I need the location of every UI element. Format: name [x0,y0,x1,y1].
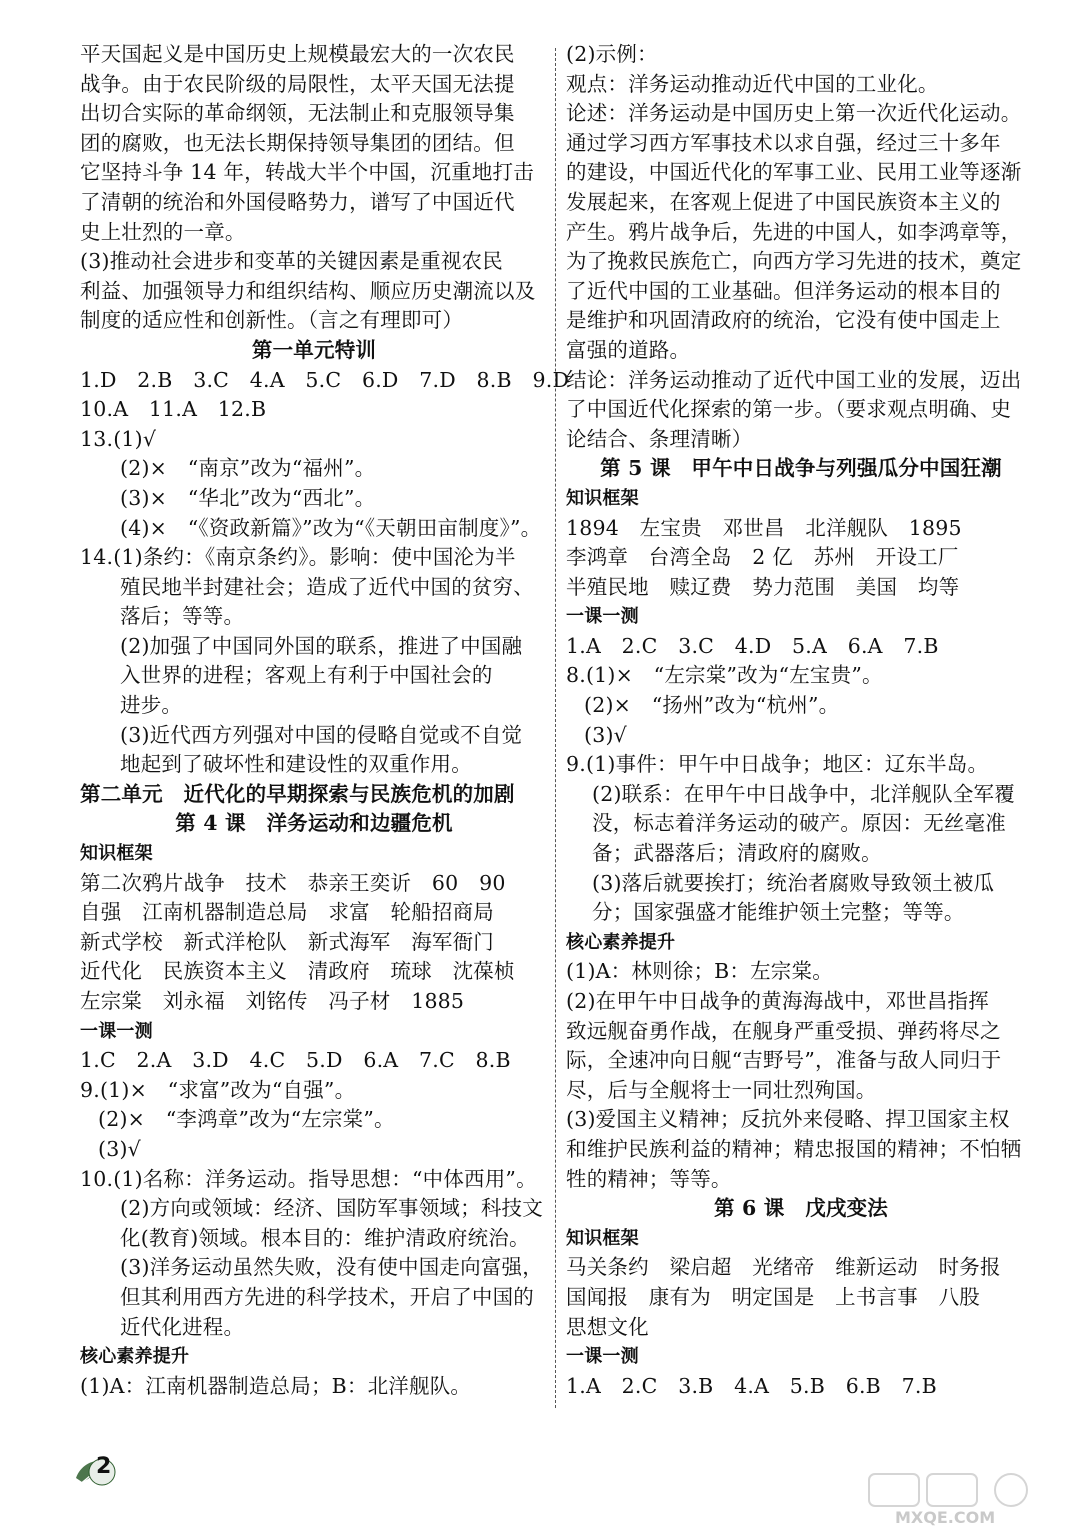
right-line: 9.(1)事件：甲午中日战争；地区：辽东半岛。 [566,752,989,777]
left-line: (2)方向或领域：经济、国防军事领域；科技文 [120,1196,543,1221]
right-line: 8.(1)× “左宗棠”改为“左宝贵”。 [566,663,883,688]
right-line: 思想文化 [566,1314,649,1339]
left-line: 一课一测 [80,1020,153,1042]
right-line: (3)落后就要挨打；统治者腐败导致领土被瓜 [592,870,995,895]
right-line: 结论：洋务运动推动了近代中国工业的发展，迈出 [566,367,1022,392]
left-line: (2)× “南京”改为“福州”。 [120,456,376,481]
left-line: 但其利用西方先进的科学技术，开启了中国的 [120,1284,534,1309]
page-number-badge [72,1448,116,1492]
left-line: 1.C 2.A 3.D 4.C 5.D 6.A 7.C 8.B [80,1048,511,1073]
left-line: 9.(1)× “求富”改为“自强”。 [80,1077,356,1102]
left-line: 出切合实际的革命纲领，无法制止和克服领导集 [80,101,515,126]
left-line: 地起到了破坏性和建设性的双重作用。 [120,752,472,777]
right-line: 是维护和巩固清政府的统治，它没有使中国走上 [566,308,1001,333]
right-line: 核心素养提升 [566,931,676,953]
right-line: 富强的道路。 [566,337,691,362]
left-line: 利益、加强领导力和组织结构、顺应历史潮流以及 [80,278,536,303]
right-line: 尽，后与全舰将士一同壮烈殉国。 [566,1077,877,1102]
right-line: (2)× “扬州”改为“杭州”。 [584,693,840,718]
watermark-text: MXQE.COM [895,1508,996,1527]
right-line: 通过学习西方军事技术以求自强，经过三十多年 [566,130,1001,155]
right-line: 马关条约 梁启超 光绪帝 维新运动 时务报 [566,1255,1001,1280]
left-line: 自强 江南机器制造总局 求富 轮船招商局 [80,900,494,925]
watermark-logo [865,1470,1045,1526]
left-line: 殖民地半封建社会；造成了近代中国的贫穷、 [120,574,534,599]
right-line: 分；国家强盛才能维护领土完整；等等。 [592,900,965,925]
right-line: (3)√ [584,722,627,747]
left-line: 近代化 民族资本主义 清政府 琉球 沈葆桢 [80,959,515,984]
right-line: 为了挽救民族危亡，向西方学习先进的技术，奠定 [566,249,1022,274]
right-line: 际，全速冲向日舰“吉野号”，准备与敌人同归于 [566,1048,1002,1073]
left-line: 第一单元特训 [251,337,377,362]
watermark-icon [865,1470,1045,1510]
left-line: 13.(1)√ [80,426,157,451]
left-line: 战争。由于农民阶级的局限性，太平天国无法提 [80,71,515,96]
left-line: 第 4 课 洋务运动和边疆危机 [175,811,453,836]
right-line: 知识框架 [566,487,639,509]
left-line: 近代化进程。 [120,1314,245,1339]
left-line: 进步。 [120,693,183,718]
left-line: 10.(1)名称：洋务运动。指导思想：“中体西用”。 [80,1166,537,1191]
left-line: 新式学校 新式洋枪队 新式海军 海军衙门 [80,929,494,954]
right-line: (2)示例： [566,42,658,66]
right-line: 一课一测 [566,1346,639,1368]
right-line: 1894 左宝贵 邓世昌 北洋舰队 1895 [566,515,962,540]
left-line: 平天国起义是中国历史上规模最宏大的一次农民 [80,42,515,66]
left-line: 第二次鸦片战争 技术 恭亲王奕䜣 60 90 [80,870,506,895]
left-line: (2)× “李鸿章”改为“左宗棠”。 [98,1107,395,1132]
left-line: 制度的适应性和创新性。（言之有理即可） [80,308,464,333]
right-line: 论述：洋务运动是中国历史上第一次近代化运动。 [566,101,1022,126]
right-line: 一课一测 [566,606,639,628]
left-line: 入世界的进程；客观上有利于中国社会的 [120,663,493,688]
right-line: 国闻报 康有为 明定国是 上书言事 八股 [566,1284,980,1309]
right-line: 第 5 课 甲午中日战争与列强瓜分中国狂潮 [600,456,1002,481]
right-line: 1.A 2.C 3.B 4.A 5.B 6.B 7.B [566,1373,937,1398]
right-line: 发展起来，在客观上促进了中国民族资本主义的 [566,189,1001,214]
right-line: 的建设，中国近代化的军事工业、民用工业等逐渐 [566,160,1022,185]
right-line: (1)A：林则徐；B：左宗棠。 [566,959,833,984]
right-line: 了中国近代化探索的第一步。（要求观点明确、史 [566,397,1012,422]
left-line: 1.D 2.B 3.C 4.A 5.C 6.D 7.D 8.B 9.D [80,367,570,392]
right-line: 论结合、条理清晰） [566,426,753,451]
left-line: 了清朝的统治和外国侵略势力，谱写了中国近代 [80,189,515,214]
right-line: 观点：洋务运动推动近代中国的工业化。 [566,71,939,96]
left-line: 化(教育)领域。根本目的：维护清政府统治。 [120,1225,530,1250]
left-line: (3)× “华北”改为“西北”。 [120,485,376,510]
left-line: 左宗棠 刘永福 刘铭传 冯子材 1885 [80,989,465,1013]
right-line: 产生。鸦片战争后，先进的中国人，如李鸿章等， [566,219,1022,244]
left-line: 知识框架 [80,843,153,865]
page-number: 2 [96,1454,112,1479]
right-line: (3)爱国主义精神；反抗外来侵略、捍卫国家主权 [566,1107,1010,1132]
right-line: 知识框架 [566,1227,639,1249]
left-line: 第二单元 近代化的早期探索与民族危机的加剧 [80,781,515,806]
right-line: 1.A 2.C 3.C 4.D 5.A 6.A 7.B [566,633,939,658]
right-line: 半殖民地 赎辽费 势力范围 美国 均等 [566,574,960,599]
left-line: (3)推动社会进步和变革的关键因素是重视农民 [80,249,503,274]
right-line: 李鸿章 台湾全岛 2 亿 苏州 开设工厂 [566,545,959,570]
left-line: 史上壮烈的一章。 [80,219,246,244]
left-line: 落后；等等。 [120,604,245,629]
right-line: 没，标志着洋务运动的破产。原因：无丝毫准 [592,811,1006,836]
left-line: (3)√ [98,1136,141,1161]
left-line: 团的腐败，也无法长期保持领导集团的团结。但 [80,130,515,155]
right-line: 牲的精神；等等。 [566,1166,732,1191]
left-line: (1)A：江南机器制造总局；B：北洋舰队。 [80,1373,472,1398]
right-line: 致远舰奋勇作战，在舰身严重受损、弹药将尽之 [566,1018,1001,1043]
right-line: (2)在甲午中日战争的黄海海战中，邓世昌指挥 [566,989,989,1013]
right-line: (2)联系：在甲午中日战争中，北洋舰队全军覆 [592,781,1015,806]
left-line: (4)× “《资政新篇》”改为“《天朝田亩制度》”。 [120,515,542,540]
left-line: 14.(1)条约：《南京条约》。影响：使中国沦为半 [80,545,516,570]
left-line: (3)近代西方列强对中国的侵略自觉或不自觉 [120,722,523,747]
left-line: 核心素养提升 [80,1346,190,1368]
right-column [566,40,1036,1401]
column-divider [555,48,556,1408]
right-line: 备；武器落后；清政府的腐败。 [592,841,882,866]
left-line: 10.A 11.A 12.B [80,397,267,422]
right-line: 了近代中国的工业基础。但洋务运动的根本目的 [566,278,1001,303]
left-line: (3)洋务运动虽然失败，没有使中国走向富强， [120,1255,543,1280]
left-column [80,40,570,1401]
right-line: 和维护民族利益的精神；精忠报国的精神；不怕牺 [566,1136,1022,1161]
left-line: (2)加强了中国同外国的联系，推进了中国融 [120,633,523,658]
right-line: 第 6 课 戊戌变法 [713,1196,889,1221]
left-line: 它坚持斗争 14 年，转战大半个中国，沉重地打击 [80,160,534,185]
